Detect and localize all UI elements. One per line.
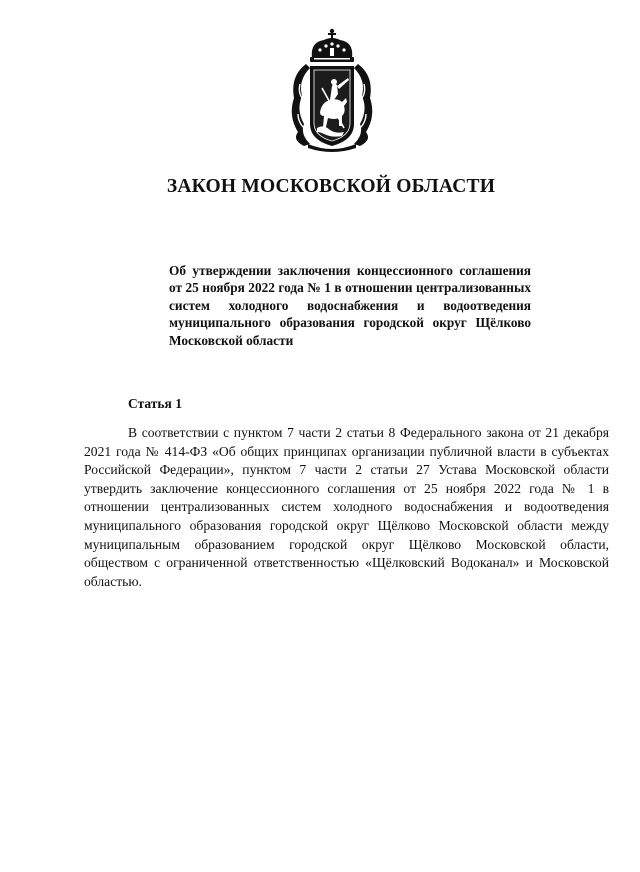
moscow-oblast-coat-of-arms-icon bbox=[284, 28, 380, 154]
law-subject: Об утверждении заключения концессионного соглашения от 25 ноября 2022 года № 1 в отношении централизованных систем холодного водоснабжения и водоотведения муниципального образования городской округ Щёлково Московской области bbox=[169, 263, 531, 348]
law-title: ЗАКОН МОСКОВСКОЙ ОБЛАСТИ bbox=[166, 176, 496, 197]
article-heading: Статья 1 bbox=[128, 396, 182, 411]
article-body: В соответствии с пунктом 7 части 2 статьи 8 Федерального закона от 21 декабря 2021 года № 414-ФЗ «Об общих принципах организации публичной власти в субъектах Российской Федерации», пунктом 7 части 2 статьи 27 Устава Московской области утвердить заключение концессионного соглашения от 25 ноября 2022 года № 1 в отношении централизованных систем холодного водоснабжения и водоотведения муниципального образования городской округ Щёлково Московской области между муниципальным образованием городской округ Щёлково Московской области, обществом с ограниченной ответственностью «Щёлковский Водоканал» и Московской областью. bbox=[84, 425, 609, 589]
